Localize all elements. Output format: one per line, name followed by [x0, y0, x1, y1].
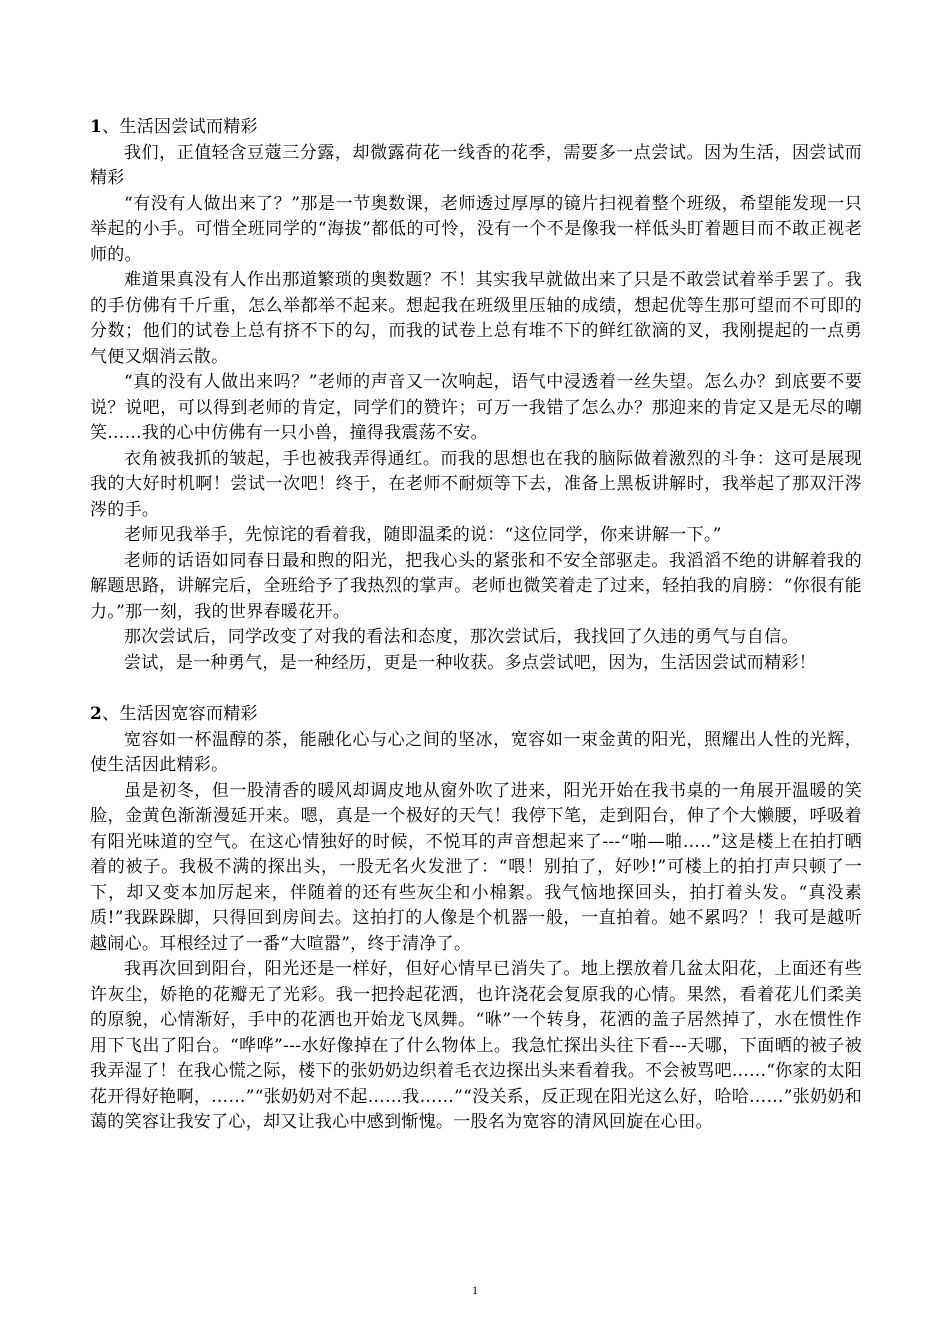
paragraph: 尝试，是一种勇气，是一种经历，更是一种收获。多点尝试吧，因为，生活因尝试而精彩！ [124, 652, 816, 673]
paragraph: 那次尝试后，同学改变了对我的看法和态度，那次尝试后，我找回了久违的勇气与自信。 [124, 627, 799, 647]
paragraph: “真的没有人做出来吗？”老师的声音又一次响起，语气中浸透着一丝失望。怎么办？到底要不要说？说吧，可以得到老师的肯定，同学们的赞许；可万一我错了怎么办？那迎来的肯定又是无尽的嘲笑……我的心中仿佛有一只小兽，撞得我震荡不安。 [90, 372, 862, 443]
section-number: 2 [90, 704, 103, 724]
paragraph: 我们，正值轻含豆蔻三分露，却微露荷花一线香的花季，需要多一点尝试。因为生活，因尝试而精彩 [90, 142, 862, 188]
section-title: 、生活因宽容而精彩 [102, 704, 258, 724]
paragraph: 我再次回到阳台，阳光还是一样好，但好心情早已消失了。地上摆放着几盆太阳花，上面还有些许灰尘，娇艳的花瓣无了光彩。我一把拎起花洒，也许浇花会复原我的心情。果然，看着花儿们柔美的原貌，心情渐好，手中的花洒也开始龙飞凤舞。“咻”一个转身，花洒的盖子居然掉了，水在惯性作用下飞出了阳台。“哗哗”---水好像掉在了什么物体上。我急忙探出头往下看---天哪，下面晒的被子被我弄湿了！在我心慌之际，楼下的张奶奶边织着毛衣边探出头来看着我。不会被骂吧…...“你家的太阳花开得好艳啊，……”“张奶奶对不起……我……”“没关系，反正现在阳光这么好，哈哈……”张奶奶和蔼的笑容让我安了心，却又让我心中感到惭愧。一股名为宽容的清风回旋在心田。 [90, 959, 862, 1132]
page-number: 1 [472, 1283, 478, 1297]
section-title: 、生活因尝试而精彩 [102, 117, 258, 137]
section-heading [90, 115, 862, 141]
essay-section-1 [90, 115, 862, 676]
document-body [90, 115, 862, 1136]
paragraph: 老师见我举手，先惊诧的看着我，随即温柔的说：“这位同学，你来讲解一下。” [124, 525, 722, 545]
paragraph: 衣角被我抓的皱起，手也被我弄得通红。而我的思想也在我的脑际做着激烈的斗争：这可是展现我的大好时机啊！尝试一次吧！终于，在老师不耐烦等下去，准备上黑板讲解时，我举起了那双汗涔涔的手。 [90, 448, 862, 520]
section-number: 1 [90, 117, 103, 137]
paragraph: 难道果真没有人作出那道繁琐的奥数题？不！其实我早就做出来了只是不敢尝试着举手罢了。我的手仿佛有千斤重，怎么举都举不起来。想起我在班级里压轴的成绩，想起优等生那可望而不可即的分数；他们的试卷上总有挤不下的勾，而我的试卷上总有堆不下的鲜红欲滴的叉，我刚提起的一点勇气便又烟消云散。 [90, 270, 862, 367]
essay-section-2 [90, 702, 862, 1136]
paragraph: “有没有人做出来了？”那是一节奥数课，老师透过厚厚的镜片扫视着整个班级，希望能发现一只举起的小手。可惜全班同学的“海拔”都低的可怜，没有一个不是像我一样低头盯着题目而不敢正视老师的。 [90, 193, 862, 265]
section-heading [90, 702, 862, 728]
paragraph: 宽容如一杯温醇的茶，能融化心与心之间的坚冰，宽容如一束金黄的阳光，照耀出人性的光辉，使生活因此精彩。 [90, 729, 862, 775]
paragraph: 老师的话语如同春日最和煦的阳光，把我心头的紧张和不安全部驱走。我滔滔不绝的讲解着我的解题思路，讲解完后，全班给予了我热烈的掌声。老师也微笑着走了过来，轻拍我的肩膀：“你很有能力。”那一刻，我的世界春暖花开。 [90, 550, 862, 622]
paragraph: 虽是初冬，但一股清香的暖风却调皮地从窗外吹了进来，阳光开始在我书桌的一角展开温暖的笑脸，金黄色渐渐漫延开来。嗯，真是一个极好的天气！我停下笔，走到阳台，伸了个大懒腰，呼吸着有阳光味道的空气。在这心情独好的时候，不悦耳的声音想起来了---“啪—啪…..”这是楼上在拍打晒着的被子。我极不满的探出头，一股无名火发泄了：“喂！别拍了，好吵!”可楼上的拍打声只顿了一下，却又变本加厉起来，伴随着的还有些灰尘和小棉絮。我气恼地探回头，拍打着头发。“真没素质!”我跺跺脚，只得回到房间去。这拍打的人像是个机器一般，一直拍着。她不累吗？！我可是越听越闹心。耳根经过了一番“大喧嚣”，终于清净了。 [90, 780, 862, 954]
